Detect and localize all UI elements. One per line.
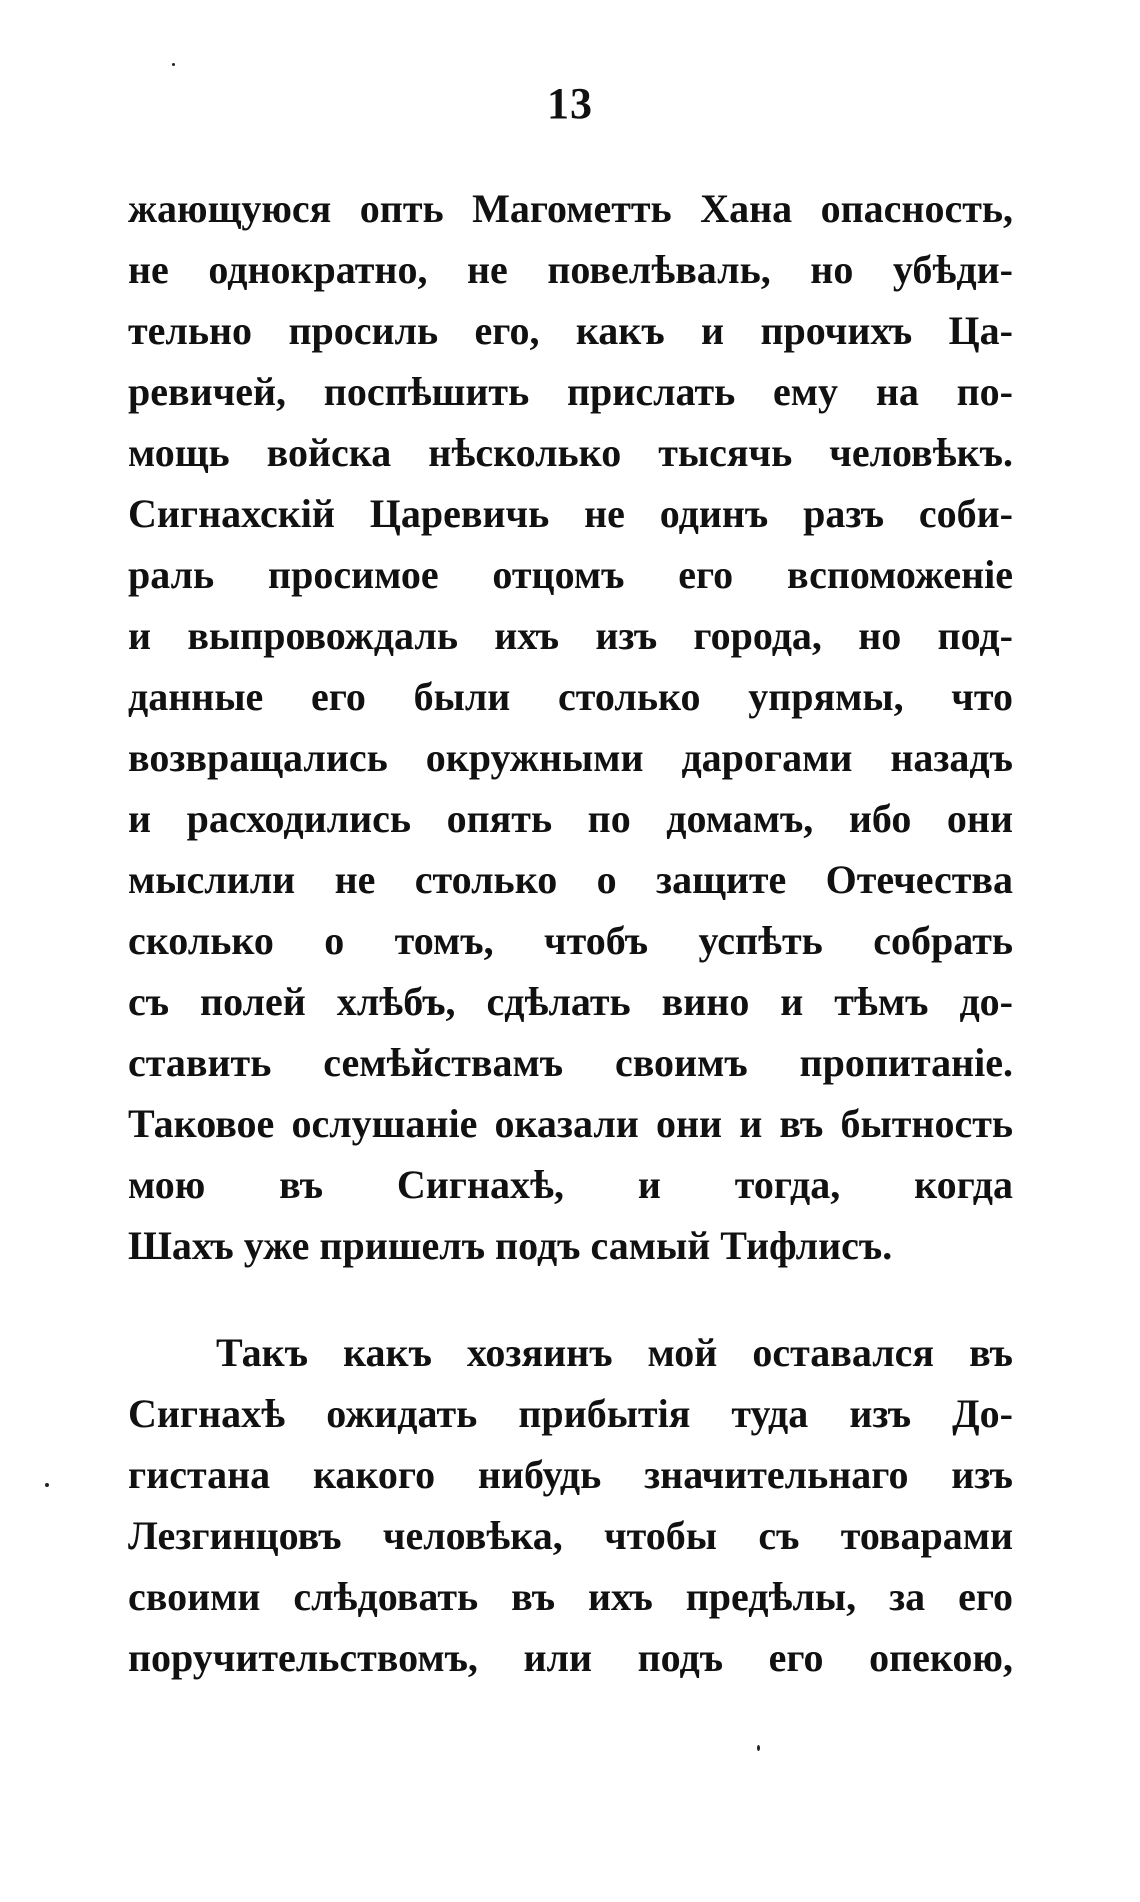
- text-line: ставить семѣйствамъ своимъ пропитаніе.: [128, 1040, 1013, 1085]
- text-line: жающуюся опть Магометть Хана опасность,: [128, 186, 1013, 231]
- text-line: поручительствомъ, или подъ его опекою,: [128, 1635, 1013, 1680]
- text-line: не однократно, не повелѣваль, но убѣди-: [128, 247, 1013, 292]
- page-number: 13: [547, 79, 593, 128]
- text-line: тельно просиль его, какъ и прочихъ Ца-: [128, 308, 1013, 353]
- text-line: возвращались окружными дарогами назадъ: [128, 735, 1013, 780]
- text-line: Такъ какъ хозяинъ мой оставался въ: [216, 1330, 1013, 1375]
- text-line: Лезгинцовъ человѣка, чтобы съ товарами: [128, 1513, 1013, 1558]
- text-line: съ полей хлѣбъ, сдѣлать вино и тѣмъ до-: [128, 979, 1013, 1024]
- paragraph-1: [128, 178, 1013, 1276]
- text-line: мощь войска нѣсколько тысячь человѣкъ.: [128, 430, 1013, 475]
- paragraph-2: [128, 1322, 1013, 1688]
- text-line: и расходились опять по домамъ, ибо они: [128, 796, 1013, 841]
- text-line: мыслили не столько о защите Отечества: [128, 857, 1013, 902]
- text-line: ревичей, поспѣшить прислать ему на по-: [128, 369, 1013, 414]
- ink-speck: [45, 1483, 49, 1487]
- ink-speck: [172, 63, 175, 66]
- text-line: Таковое ослушаніе оказали они и въ бытность: [128, 1101, 1013, 1146]
- text-line: мою въ Сигнахѣ, и тогда, когда: [128, 1162, 1013, 1207]
- text-line: Шахъ уже пришелъ подъ самый Тифлисъ.: [128, 1223, 893, 1268]
- text-line: Сигнахѣ ожидать прибытія туда изъ До-: [128, 1391, 1013, 1436]
- ink-speck: [757, 1745, 760, 1751]
- text-line: гистана какого нибудь значительнаго изъ: [128, 1452, 1013, 1497]
- text-line: сколько о томъ, чтобъ успѣть собрать: [128, 918, 1013, 963]
- text-line: своими слѣдовать въ ихъ предѣлы, за его: [128, 1574, 1013, 1619]
- text-line: Сигнахскій Царевичь не одинъ разъ соби-: [128, 491, 1013, 536]
- text-line: данные его были столько упрямы, что: [128, 674, 1013, 719]
- text-line: и выпровождаль ихъ изъ города, но под-: [128, 613, 1013, 658]
- text-line: раль просимое отцомъ его вспоможеніе: [128, 552, 1013, 597]
